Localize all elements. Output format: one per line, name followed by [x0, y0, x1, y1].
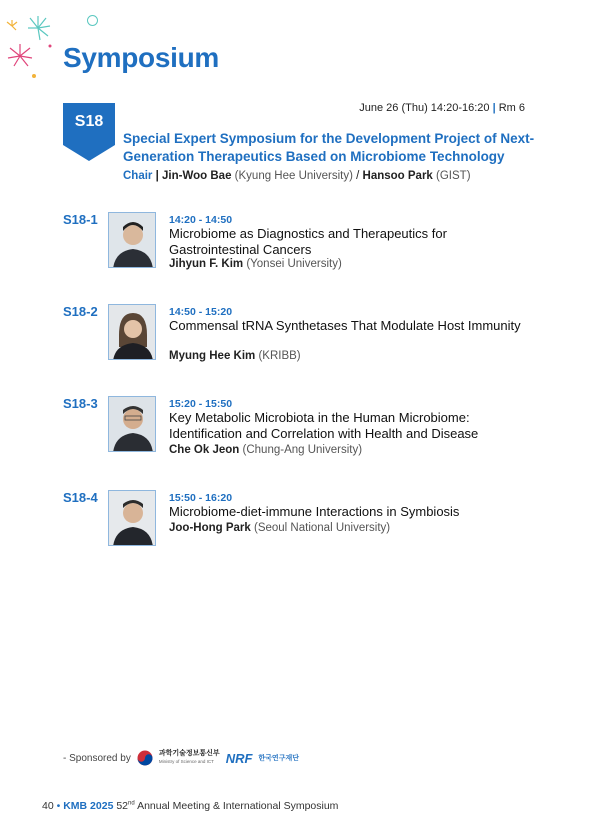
- talk-code: S18-4: [63, 490, 98, 505]
- footer-edition: [116, 800, 134, 812]
- taegeuk-logo-icon: [137, 750, 153, 766]
- speaker-name: Joo-Hong Park: [169, 522, 251, 534]
- talk-title: Microbiome as Diagnostics and Therapeutics for Gastrointestinal Cancers: [169, 226, 447, 257]
- chair2-affiliation: (GIST): [436, 170, 471, 182]
- ministry-name-en: Ministry of Science and ICT: [158, 759, 214, 764]
- badge-shape-icon: [63, 103, 115, 161]
- session-badge: [63, 103, 115, 161]
- session-room: Rm 6: [498, 102, 525, 114]
- speaker-name: Che Ok Jeon: [169, 444, 240, 456]
- talk-speaker: [169, 522, 390, 534]
- schedule-separator: |: [492, 102, 496, 114]
- speaker-photo: [108, 490, 156, 546]
- talk-time: 15:20 - 15:50: [169, 398, 233, 410]
- chair-join: /: [356, 170, 360, 182]
- session-chairs: [123, 170, 471, 182]
- speaker-affiliation: (Yonsei University): [246, 258, 342, 270]
- session-date-time: June 26 (Thu) 14:20-16:20: [359, 102, 490, 114]
- edition-suffix: nd: [128, 800, 135, 807]
- session-code: S18: [74, 113, 104, 130]
- ministry-name-ko: 과학기술정보통신부: [158, 750, 220, 757]
- talk-speaker: [169, 444, 362, 456]
- speaker-affiliation: (Chung-Ang University): [242, 444, 363, 456]
- sponsor-label: - Sponsored by: [63, 752, 131, 764]
- talk-title: Microbiome-diet-immune Interactions in Symbiosis: [169, 504, 460, 519]
- speaker-photo: [108, 304, 156, 360]
- speaker-photo: [108, 396, 156, 452]
- fireworks-decoration-icon: [4, 6, 60, 86]
- chair1-name: Jin-Woo Bae: [162, 170, 232, 182]
- speaker-affiliation: (Seoul National University): [254, 522, 391, 534]
- talk-speaker: [169, 258, 342, 270]
- session-title: Special Expert Symposium for the Development Project of Next-Generation Therapeutics Based on Microbiome Technology: [123, 131, 535, 164]
- footer-event: KMB 2025: [63, 800, 114, 812]
- chair1-affiliation: (Kyung Hee University): [234, 170, 353, 182]
- ring-decoration-icon: [87, 15, 98, 26]
- chair-separator: |: [155, 170, 159, 182]
- page-number: 40: [42, 800, 54, 812]
- chair-label: Chair: [123, 170, 153, 182]
- footer-bullet: •: [56, 800, 61, 812]
- speaker-name: Myung Hee Kim: [169, 350, 256, 362]
- edition-number: 52: [116, 800, 129, 812]
- talk-time: 15:50 - 16:20: [169, 492, 233, 504]
- talk-title: Commensal tRNA Synthetases That Modulate Host Immunity: [169, 318, 521, 333]
- nrf-logo: NRF: [225, 750, 253, 766]
- talk-time: 14:50 - 15:20: [169, 306, 233, 318]
- session-schedule: [359, 102, 525, 114]
- speaker-photo: [108, 212, 156, 268]
- speaker-affiliation: (KRIBB): [258, 350, 301, 362]
- page-footer: [42, 800, 338, 812]
- talk-code: S18-2: [63, 304, 98, 319]
- talk-speaker: [169, 350, 301, 362]
- page-title: Symposium: [63, 42, 220, 73]
- sponsor-bar: [63, 748, 299, 768]
- talk-code: S18-3: [63, 396, 98, 411]
- chair2-name: Hansoo Park: [362, 170, 433, 182]
- talk-title: Key Metabolic Microbiota in the Human Microbiome: Identification and Correlation with Health and Disease: [169, 410, 479, 441]
- speaker-name: Jihyun F. Kim: [169, 258, 244, 270]
- talk-time: 14:20 - 14:50: [169, 214, 233, 226]
- ministry-logo: [159, 750, 220, 766]
- talk-code: S18-1: [63, 212, 98, 227]
- footer-event-rest: Annual Meeting & International Symposium: [137, 800, 339, 812]
- nrf-name-ko: 한국연구재단: [258, 755, 299, 762]
